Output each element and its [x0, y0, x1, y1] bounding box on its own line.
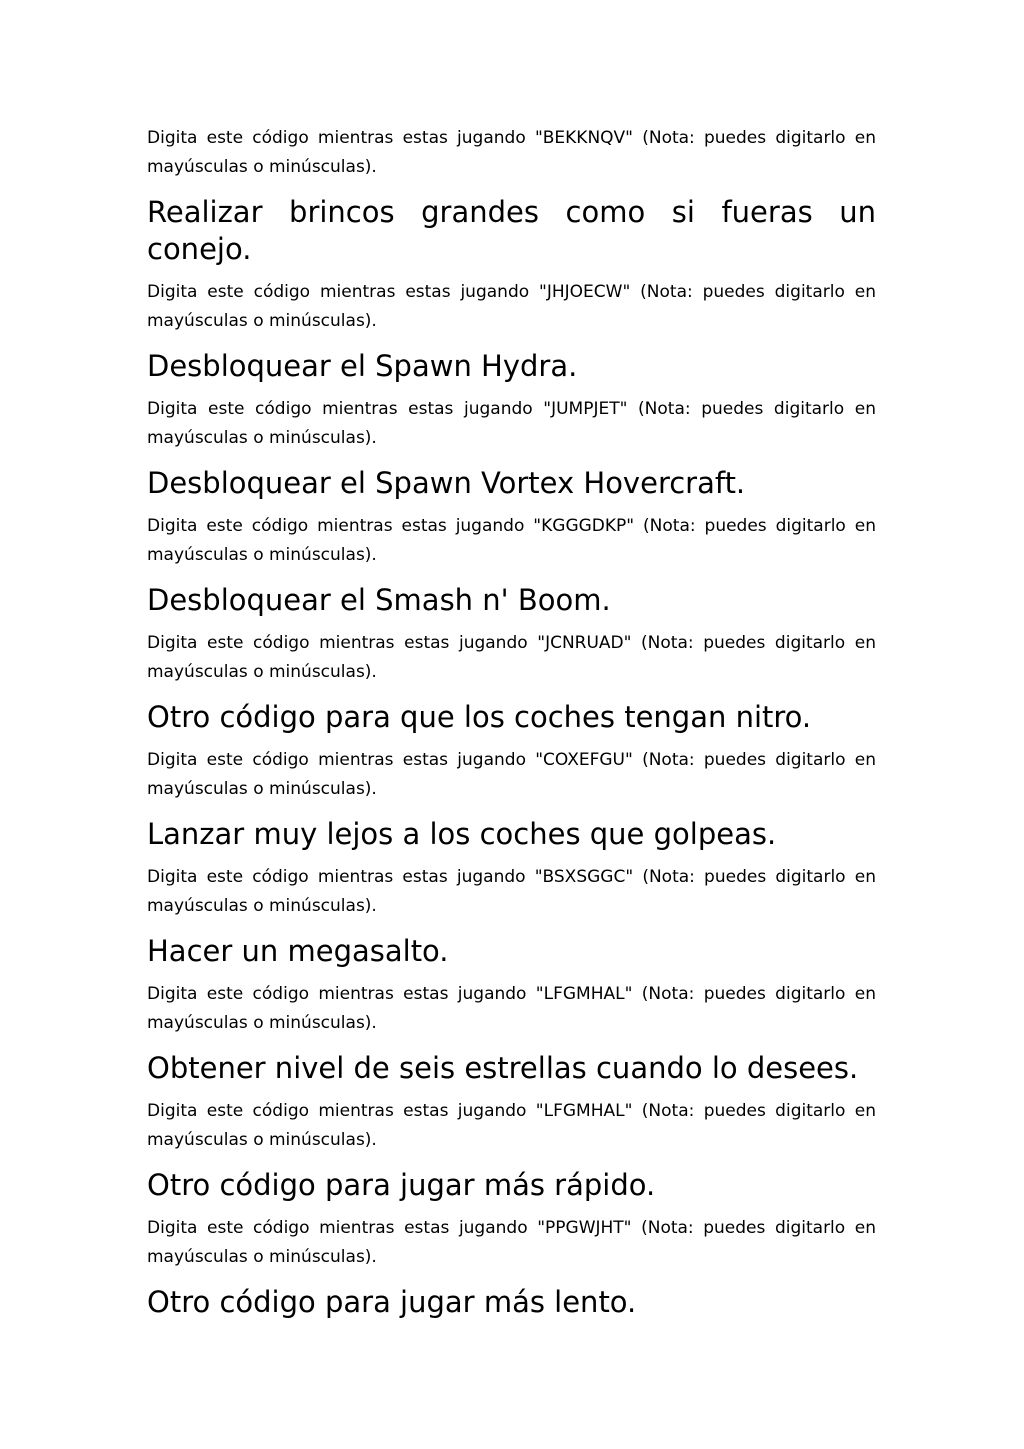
document-page	[147, 124, 876, 1331]
section-heading: Desbloquear el Smash n' Boom.	[147, 583, 611, 617]
section-paragraph: Digita este código mientras estas jugando "JHJOECW" (Nota: puedes digitarlo en mayúsculas o minúsculas).	[147, 282, 876, 331]
section-heading: Lanzar muy lejos a los coches que golpeas.	[147, 817, 777, 851]
section-paragraph: Digita este código mientras estas jugando "JCNRUAD" (Nota: puedes digitarlo en mayúsculas o minúsculas).	[147, 633, 876, 682]
section-heading: Obtener nivel de seis estrellas cuando lo desees.	[147, 1051, 859, 1085]
section-heading: Otro código para jugar más rápido.	[147, 1168, 656, 1202]
section-paragraph: Digita este código mientras estas jugando "BSXSGGC" (Nota: puedes digitarlo en mayúsculas o minúsculas).	[147, 867, 876, 916]
section-paragraph: Digita este código mientras estas jugando "PPGWJHT" (Nota: puedes digitarlo en mayúsculas o minúsculas).	[147, 1218, 876, 1267]
section-paragraph: Digita este código mientras estas jugando "LFGMHAL" (Nota: puedes digitarlo en mayúsculas o minúsculas).	[147, 984, 876, 1033]
section-heading: Hacer un megasalto.	[147, 934, 449, 968]
section-heading: Desbloquear el Spawn Vortex Hovercraft.	[147, 466, 746, 500]
section-paragraph: Digita este código mientras estas jugando "KGGGDKP" (Nota: puedes digitarlo en mayúsculas o minúsculas).	[147, 516, 876, 565]
section-heading: Otro código para que los coches tengan nitro.	[147, 700, 812, 734]
section-heading: Realizar brincos grandes como si fueras un conejo.	[147, 195, 876, 266]
intro-paragraph: Digita este código mientras estas jugando "BEKKNQV" (Nota: puedes digitarlo en mayúsculas o minúsculas).	[147, 128, 876, 177]
section-heading: Otro código para jugar más lento.	[147, 1285, 637, 1319]
section-paragraph: Digita este código mientras estas jugando "LFGMHAL" (Nota: puedes digitarlo en mayúsculas o minúsculas).	[147, 1101, 876, 1150]
section-heading: Desbloquear el Spawn Hydra.	[147, 349, 578, 383]
section-paragraph: Digita este código mientras estas jugando "JUMPJET" (Nota: puedes digitarlo en mayúsculas o minúsculas).	[147, 399, 876, 448]
section-paragraph: Digita este código mientras estas jugando "COXEFGU" (Nota: puedes digitarlo en mayúsculas o minúsculas).	[147, 750, 876, 799]
